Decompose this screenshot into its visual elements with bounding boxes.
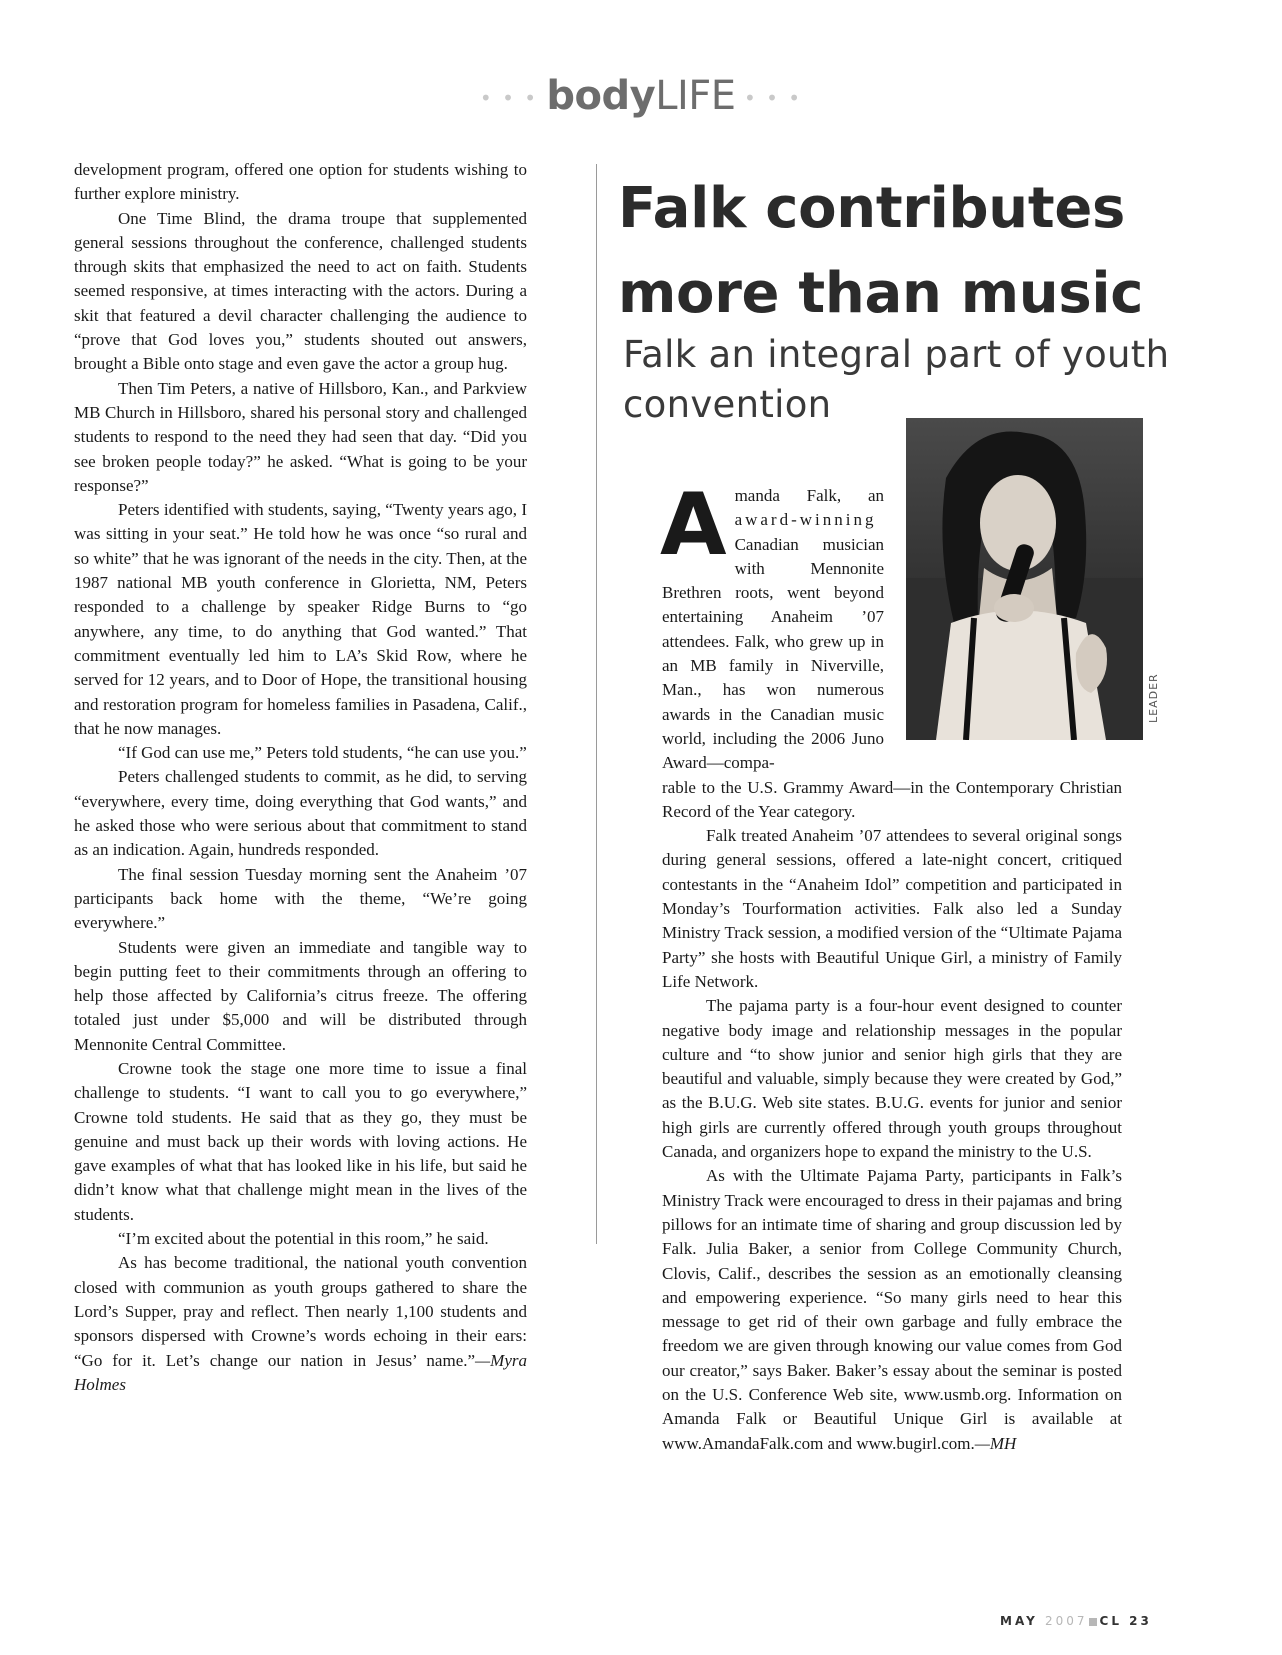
section-name-light: LIFE xyxy=(655,73,736,119)
left-paragraph: Then Tim Peters, a native of Hillsboro, Kan., and Parkview MB Church in Hillsboro, shared his personal story and challenged students to respond to the need they had seen that day. “Did you see broken people today?” he asked. “What is going to be your response?” xyxy=(74,378,527,495)
section-name-bold: body xyxy=(546,73,656,119)
left-paragraph: Students were given an immediate and tangible way to begin putting feet to their commitments through an offering to help those affected by California’s citrus freeze. The offering totaled just under $5,000 and will be distributed through Mennonite Central Committee. xyxy=(74,937,527,1054)
left-paragraph: One Time Blind, the drama troupe that supplemented general sessions throughout the conference, challenged students through skits that emphasized the need to act on faith. Students seemed responsive, at times interacting with the actors. During a skit that featured a devil character challenging the audience to “prove that God loves you,” students shouted out answers, brought a Bible onto stage and even gave the actor a group hug. xyxy=(74,208,527,374)
article-headline: Falk contributes more than music xyxy=(618,176,1144,326)
article-deck: Falk an integral part of youth convention xyxy=(623,333,1170,426)
right-paragraph: The pajama party is a four-hour event designed to counter negative body image and relationship messages in the popular culture and “to show junior and senior high girls that they are beautiful and valuable, simply because they were created by God,” as the B.U.G. Web site states. B.U.G. events for junior and senior high girls are currently offered through youth groups throughout Canada, and organizers hope to expand the ministry to the U.S. xyxy=(662,996,1122,1162)
folio-month: MAY xyxy=(1000,1614,1038,1628)
header-dots-right: • • • xyxy=(735,86,803,110)
left-paragraph: development program, offered one option for students wishing to further explore ministry. xyxy=(74,160,527,204)
right-paragraph: Falk treated Anaheim ’07 attendees to several original songs during general sessions, offered a late-night concert, critiqued contestants in the “Anaheim Idol” competition and participated in Monday’s Tourformation activities. Falk also led a Sunday Ministry Track session, a modified version of the “Ultimate Pajama Party” she hosts with Beautiful Unique Girl, a ministry of Family Life Network. xyxy=(662,826,1122,991)
folio-page-number: 23 xyxy=(1129,1614,1152,1628)
lead-paragraph-continued: rable to the U.S. Grammy Award—in the Contemporary Christian Record of the Year category. xyxy=(662,777,1122,821)
right-paragraph-text: As with the Ultimate Pajama Party, participants in Falk’s Ministry Track were encouraged to dress in their pajamas and bring pillows for an intimate time of sharing and group discussion led by Falk. Julia Baker, a senior from College Community Church, Clovis, Calif., describes the session as an emotionally cleansing and empowering experience. “So many girls need to hear this message to get rid of their own garbage and fully embrace the freedom we are given through knowing our value comes from God our creator,” says Baker. Baker’s essay about the seminar is posted on the U.S. Conference Web site, www.usmb.org. Information on Amanda Falk or Beautiful Unique Girl is available at www.AmandaFalk.com and www.bugirl.com. xyxy=(662,1166,1122,1453)
folio-year: 2007 xyxy=(1044,1614,1088,1628)
lead-text-spaced: award-winning xyxy=(734,510,877,530)
folio-magazine: CL xyxy=(1099,1614,1122,1628)
lead-text: Canadian musician with Mennonite Brethren roots, went beyond entertaining Anaheim ’07 attendees. Falk, who grew up in an MB family in Niverville, Man., has won numerous awards in the Canadian music world, including the 2006 Juno Award—compa- xyxy=(662,534,884,773)
drop-cap: A xyxy=(660,475,727,575)
left-paragraph: The final session Tuesday morning sent the Anaheim ’07 participants back home with the theme, “We’re going everywhere.” xyxy=(74,864,527,933)
left-paragraph: Peters challenged students to commit, as he did, to serving “everywhere, every time, doing everything that God wants,” and he asked those who were serious about that commitment to stand as an indication. Again, hundreds responded. xyxy=(74,767,527,860)
page-folio xyxy=(1000,1614,1152,1628)
section-header xyxy=(0,74,1282,120)
left-paragraph-final xyxy=(74,1251,527,1397)
folio-square-icon xyxy=(1089,1618,1097,1626)
left-paragraph: Peters identified with students, saying, “Twenty years ago, I was sitting in your seat.” He told how he was once “so rural and so white” that he was ignorant of the needs in the city. Then, at the 1987 national MB youth conference in Glorietta, NM, Peters responded to a challenge by speaker Ridge Burns to “go anywhere, any time, to do anything that God wanted.” That commitment eventually led him to LA’s Skid Row, where he served for 12 years, and to Door of Hope, the transitional housing and restoration program for homeless families in Pasadena, Calif., that he now manages. xyxy=(74,500,527,738)
right-column-article xyxy=(660,475,1122,1456)
header-dots-left: • • • xyxy=(479,86,547,110)
right-byline: —MH xyxy=(974,1433,1017,1453)
left-paragraph: Crowne took the stage one more time to issue a final challenge to students. “I want to call you to go everywhere,” Crowne told students. He said that as they go, they must be genuine and must back up their words with loving actions. He gave examples of what that has looked like in his life, but said he didn’t know what that challenge might mean in the lives of the students. xyxy=(74,1058,527,1224)
left-paragraph: “If God can use me,” Peters told students, “he can use you.” xyxy=(118,743,527,763)
left-column-article xyxy=(74,158,527,1397)
lead-text: manda Falk, an xyxy=(734,486,884,505)
right-paragraph-final xyxy=(662,1164,1122,1456)
photo-credit: LEADER xyxy=(1147,673,1160,723)
left-byline: —Myra Holmes xyxy=(74,1350,527,1394)
left-paragraph: “I’m excited about the potential in this room,” he said. xyxy=(118,1229,489,1249)
lead-paragraph-narrow xyxy=(660,475,884,776)
column-divider xyxy=(596,164,597,1244)
left-paragraph-text: As has become traditional, the national youth convention closed with communion as youth groups gathered to share the Lord’s Supper, pray and reflect. Then nearly 1,100 students and sponsors dispersed with Crowne’s words echoing in their ears: “Go for it. Let’s change our nation in Jesus’ name.” xyxy=(74,1253,527,1370)
